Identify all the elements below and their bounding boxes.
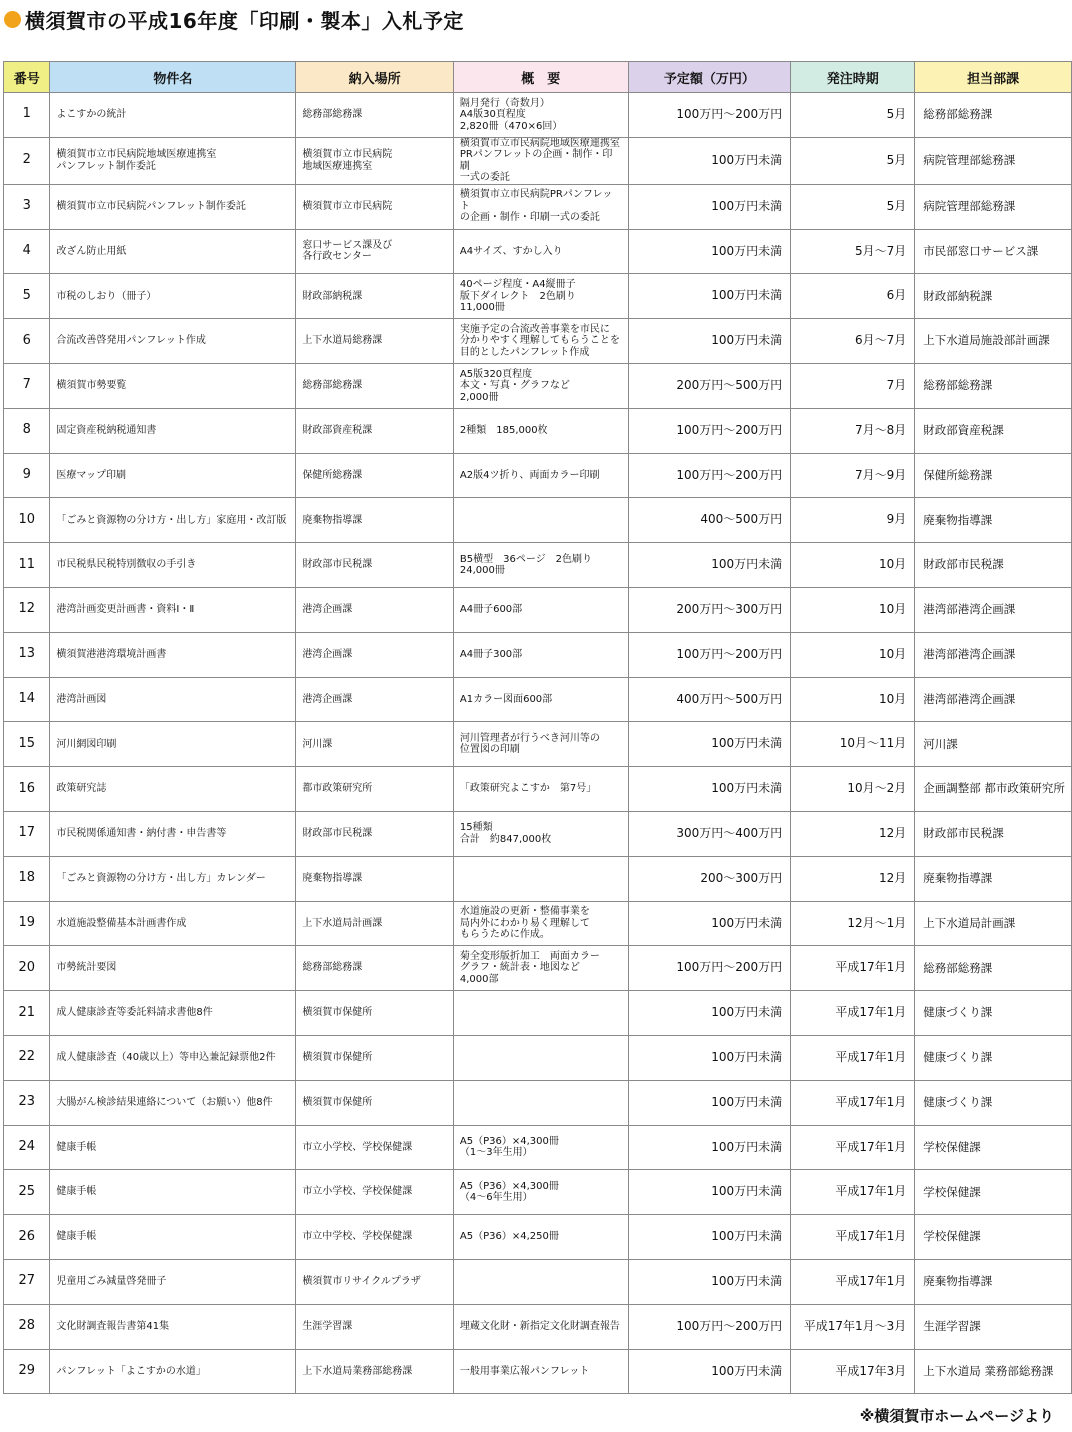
budget-cell: 100万円未満	[628, 184, 791, 229]
delivery-place-cell: 港湾企画課	[296, 677, 454, 722]
department-cell: 市民部窓口サービス課	[915, 229, 1072, 274]
row-number-cell: 26	[4, 1215, 50, 1260]
budget-cell: 100万円未満	[628, 1125, 791, 1170]
row-number-cell: 10	[4, 498, 50, 543]
item-name-cell: パンフレット「よこすかの水道」	[50, 1349, 296, 1394]
order-timing-cell: 10月～11月	[791, 722, 915, 767]
summary-cell: A5（P36）×4,250冊	[453, 1215, 628, 1260]
budget-cell: 100万円未満	[628, 1170, 791, 1215]
summary-cell: 水道施設の更新・整備事業を 局内外にわかり易く理解して もらうために作成。	[453, 901, 628, 946]
summary-cell: 埋蔵文化財・新指定文化財調査報告	[453, 1304, 628, 1349]
summary-cell	[453, 991, 628, 1036]
table-row	[4, 93, 1072, 138]
budget-cell: 100万円未満	[628, 901, 791, 946]
budget-cell: 100万円未満	[628, 274, 791, 319]
item-name-cell: 港湾計画変更計画書・資料Ⅰ・Ⅱ	[50, 587, 296, 632]
order-timing-cell: 平成17年1月	[791, 1170, 915, 1215]
order-timing-cell: 10月	[791, 543, 915, 588]
order-timing-cell: 平成17年1月	[791, 1215, 915, 1260]
department-cell: 学校保健課	[915, 1125, 1072, 1170]
item-name-cell: 港湾計画図	[50, 677, 296, 722]
row-number-cell: 5	[4, 274, 50, 319]
order-timing-cell: 12月	[791, 856, 915, 901]
budget-cell: 200万円～300万円	[628, 587, 791, 632]
row-number-cell: 19	[4, 901, 50, 946]
page-title-text: 横須賀市の平成16年度「印刷・製本」入札予定	[25, 8, 464, 33]
department-cell: 財政部市民税課	[915, 543, 1072, 588]
order-timing-cell: 平成17年1月	[791, 946, 915, 991]
row-number-cell: 2	[4, 137, 50, 184]
item-name-cell: 大腸がん検診結果連絡について（お願い）他8件	[50, 1080, 296, 1125]
order-timing-cell: 平成17年1月	[791, 1125, 915, 1170]
table-row	[4, 811, 1072, 856]
header-summary: 概 要	[453, 62, 628, 93]
budget-cell: 100万円未満	[628, 1215, 791, 1260]
summary-cell: A5版320頁程度 本文・写真・グラフなど 2,000冊	[453, 363, 628, 408]
header-number: 番号	[4, 62, 50, 93]
budget-cell: 100万円～200万円	[628, 632, 791, 677]
row-number-cell: 21	[4, 991, 50, 1036]
budget-cell: 100万円未満	[628, 1349, 791, 1394]
budget-cell: 100万円未満	[628, 137, 791, 184]
summary-cell: A4サイズ、すかし入り	[453, 229, 628, 274]
table-row	[4, 767, 1072, 812]
order-timing-cell: 平成17年1月	[791, 1259, 915, 1304]
item-name-cell: 健康手帳	[50, 1215, 296, 1260]
row-number-cell: 29	[4, 1349, 50, 1394]
table-row	[4, 274, 1072, 319]
delivery-place-cell: 横須賀市保健所	[296, 991, 454, 1036]
table-row	[4, 946, 1072, 991]
item-name-cell: 政策研究誌	[50, 767, 296, 812]
delivery-place-cell: 市立小学校、学校保健課	[296, 1170, 454, 1215]
summary-cell: B5横型 36ページ 2色刷り 24,000冊	[453, 543, 628, 588]
budget-cell: 100万円未満	[628, 229, 791, 274]
table-row	[4, 408, 1072, 453]
order-timing-cell: 平成17年1月	[791, 1080, 915, 1125]
summary-cell: 菊全変形版折加工 両面カラー グラフ・統計表・地図など 4,000部	[453, 946, 628, 991]
item-name-cell: 横須賀市立市民病院パンフレット制作委託	[50, 184, 296, 229]
budget-cell: 200万円～500万円	[628, 363, 791, 408]
table-row	[4, 543, 1072, 588]
department-cell: 企画調整部 都市政策研究所	[915, 767, 1072, 812]
order-timing-cell: 7月～8月	[791, 408, 915, 453]
department-cell: 総務部総務課	[915, 363, 1072, 408]
row-number-cell: 16	[4, 767, 50, 812]
summary-cell: 横須賀市立市民病院地域医療連携室 PRパンフレットの企画・制作・印刷 一式の委託	[453, 137, 628, 184]
department-cell: 財政部納税課	[915, 274, 1072, 319]
delivery-place-cell: 横須賀市保健所	[296, 1035, 454, 1080]
order-timing-cell: 7月	[791, 363, 915, 408]
delivery-place-cell: 上下水道局総務課	[296, 319, 454, 364]
item-name-cell: よこすかの統計	[50, 93, 296, 138]
summary-cell: 隔月発行（奇数月） A4版30頁程度 2,820冊（470×6回）	[453, 93, 628, 138]
row-number-cell: 12	[4, 587, 50, 632]
row-number-cell: 9	[4, 453, 50, 498]
budget-cell: 100万円未満	[628, 767, 791, 812]
source-note: ※横須賀市ホームページより	[859, 1407, 1054, 1425]
row-number-cell: 20	[4, 946, 50, 991]
item-name-cell: 成人健康診査等委託料請求書他8件	[50, 991, 296, 1036]
department-cell: 生涯学習課	[915, 1304, 1072, 1349]
table-row	[4, 632, 1072, 677]
budget-cell: 300万円～400万円	[628, 811, 791, 856]
table-row	[4, 1080, 1072, 1125]
budget-cell: 100万円～200万円	[628, 1304, 791, 1349]
row-number-cell: 18	[4, 856, 50, 901]
header-item-name: 物件名	[50, 62, 296, 93]
order-timing-cell: 平成17年1月～3月	[791, 1304, 915, 1349]
summary-cell: A5（P36）×4,300冊 （4～6年生用）	[453, 1170, 628, 1215]
delivery-place-cell: 港湾企画課	[296, 632, 454, 677]
department-cell: 河川課	[915, 722, 1072, 767]
row-number-cell: 25	[4, 1170, 50, 1215]
item-name-cell: 「ごみと資源物の分け方・出し方」カレンダー	[50, 856, 296, 901]
item-name-cell: 河川網図印刷	[50, 722, 296, 767]
budget-cell: 100万円～200万円	[628, 946, 791, 991]
delivery-place-cell: 廃棄物指導課	[296, 498, 454, 543]
page-title	[4, 4, 464, 34]
row-number-cell: 23	[4, 1080, 50, 1125]
table-row	[4, 1304, 1072, 1349]
summary-cell: 横須賀市立市民病院PRパンフレット の企画・制作・印刷一式の委託	[453, 184, 628, 229]
department-cell: 健康づくり課	[915, 1080, 1072, 1125]
table-row	[4, 229, 1072, 274]
summary-cell: 一般用事業広報パンフレット	[453, 1349, 628, 1394]
row-number-cell: 28	[4, 1304, 50, 1349]
row-number-cell: 1	[4, 93, 50, 138]
table-row	[4, 1170, 1072, 1215]
item-name-cell: 横須賀市立市民病院地域医療連携室 パンフレット制作委託	[50, 137, 296, 184]
department-cell: 病院管理部総務課	[915, 184, 1072, 229]
table-row	[4, 498, 1072, 543]
item-name-cell: 固定資産税納税通知書	[50, 408, 296, 453]
department-cell: 港湾部港湾企画課	[915, 587, 1072, 632]
summary-cell: 「政策研究よこすか 第7号」	[453, 767, 628, 812]
item-name-cell: 「ごみと資源物の分け方・出し方」家庭用・改訂版	[50, 498, 296, 543]
table-row	[4, 901, 1072, 946]
item-name-cell: 成人健康診査（40歳以上）等申込兼記録票他2件	[50, 1035, 296, 1080]
delivery-place-cell: 市立小学校、学校保健課	[296, 1125, 454, 1170]
department-cell: 財政部資産税課	[915, 408, 1072, 453]
budget-cell: 100万円～200万円	[628, 93, 791, 138]
delivery-place-cell: 港湾企画課	[296, 587, 454, 632]
department-cell: 学校保健課	[915, 1170, 1072, 1215]
item-name-cell: 合流改善啓発用パンフレット作成	[50, 319, 296, 364]
row-number-cell: 15	[4, 722, 50, 767]
order-timing-cell: 10月	[791, 677, 915, 722]
delivery-place-cell: 財政部市民税課	[296, 543, 454, 588]
delivery-place-cell: 市立中学校、学校保健課	[296, 1215, 454, 1260]
table-row	[4, 1035, 1072, 1080]
item-name-cell: 文化財調査報告書第41集	[50, 1304, 296, 1349]
delivery-place-cell: 都市政策研究所	[296, 767, 454, 812]
department-cell: 港湾部港湾企画課	[915, 632, 1072, 677]
department-cell: 健康づくり課	[915, 991, 1072, 1036]
item-name-cell: 改ざん防止用紙	[50, 229, 296, 274]
table-row	[4, 184, 1072, 229]
delivery-place-cell: 河川課	[296, 722, 454, 767]
order-timing-cell: 5月	[791, 93, 915, 138]
row-number-cell: 8	[4, 408, 50, 453]
department-cell: 財政部市民税課	[915, 811, 1072, 856]
summary-cell: A2版4ツ折り、両面カラー印刷	[453, 453, 628, 498]
delivery-place-cell: 財政部納税課	[296, 274, 454, 319]
summary-cell	[453, 1035, 628, 1080]
table-row	[4, 722, 1072, 767]
department-cell: 上下水道局計画課	[915, 901, 1072, 946]
summary-cell: 15種類 合計 約847,000枚	[453, 811, 628, 856]
item-name-cell: 水道施設整備基本計画書作成	[50, 901, 296, 946]
order-timing-cell: 平成17年1月	[791, 991, 915, 1036]
summary-cell: A5（P36）×4,300冊 （1～3年生用）	[453, 1125, 628, 1170]
delivery-place-cell: 横須賀市保健所	[296, 1080, 454, 1125]
item-name-cell: 児童用ごみ減量啓発冊子	[50, 1259, 296, 1304]
delivery-place-cell: 上下水道局計画課	[296, 901, 454, 946]
header-delivery-place: 納入場所	[296, 62, 454, 93]
budget-cell: 400万円～500万円	[628, 677, 791, 722]
department-cell: 廃棄物指導課	[915, 856, 1072, 901]
header-order-timing: 発注時期	[791, 62, 915, 93]
budget-cell: 100万円～200万円	[628, 453, 791, 498]
budget-cell: 100万円未満	[628, 543, 791, 588]
budget-cell: 100万円～200万円	[628, 408, 791, 453]
row-number-cell: 14	[4, 677, 50, 722]
row-number-cell: 17	[4, 811, 50, 856]
item-name-cell: 市民税関係通知書・納付書・申告書等	[50, 811, 296, 856]
row-number-cell: 6	[4, 319, 50, 364]
budget-cell: 100万円未満	[628, 1080, 791, 1125]
summary-cell: A1カラー図面600部	[453, 677, 628, 722]
department-cell: 総務部総務課	[915, 946, 1072, 991]
department-cell: 上下水道局 業務部総務課	[915, 1349, 1072, 1394]
item-name-cell: 横須賀港港湾環境計画書	[50, 632, 296, 677]
table-row	[4, 677, 1072, 722]
item-name-cell: 医療マップ印刷	[50, 453, 296, 498]
order-timing-cell: 5月	[791, 137, 915, 184]
budget-cell: 400～500万円	[628, 498, 791, 543]
order-timing-cell: 6月	[791, 274, 915, 319]
budget-cell: 200～300万円	[628, 856, 791, 901]
order-timing-cell: 5月	[791, 184, 915, 229]
department-cell: 廃棄物指導課	[915, 1259, 1072, 1304]
row-number-cell: 13	[4, 632, 50, 677]
table-row	[4, 319, 1072, 364]
budget-cell: 100万円未満	[628, 1259, 791, 1304]
delivery-place-cell: 窓口サービス課及び 各行政センター	[296, 229, 454, 274]
budget-cell: 100万円未満	[628, 319, 791, 364]
budget-cell: 100万円未満	[628, 722, 791, 767]
order-timing-cell: 12月	[791, 811, 915, 856]
delivery-place-cell: 横須賀市立市民病院 地域医療連携室	[296, 137, 454, 184]
department-cell: 健康づくり課	[915, 1035, 1072, 1080]
row-number-cell: 24	[4, 1125, 50, 1170]
row-number-cell: 4	[4, 229, 50, 274]
delivery-place-cell: 総務部総務課	[296, 93, 454, 138]
order-timing-cell: 6月～7月	[791, 319, 915, 364]
department-cell: 保健所総務課	[915, 453, 1072, 498]
table-row	[4, 856, 1072, 901]
item-name-cell: 健康手帳	[50, 1125, 296, 1170]
delivery-place-cell: 上下水道局業務部総務課	[296, 1349, 454, 1394]
delivery-place-cell: 横須賀市リサイクルプラザ	[296, 1259, 454, 1304]
table-header-row	[4, 62, 1072, 93]
item-name-cell: 市民税県民税特別徴収の手引き	[50, 543, 296, 588]
delivery-place-cell: 財政部市民税課	[296, 811, 454, 856]
department-cell: 上下水道局施設部計画課	[915, 319, 1072, 364]
row-number-cell: 3	[4, 184, 50, 229]
table-row	[4, 1215, 1072, 1260]
row-number-cell: 27	[4, 1259, 50, 1304]
delivery-place-cell: 生涯学習課	[296, 1304, 454, 1349]
summary-cell	[453, 1080, 628, 1125]
delivery-place-cell: 保健所総務課	[296, 453, 454, 498]
order-timing-cell: 12月～1月	[791, 901, 915, 946]
delivery-place-cell: 横須賀市立市民病院	[296, 184, 454, 229]
order-timing-cell: 10月	[791, 587, 915, 632]
table-row	[4, 1259, 1072, 1304]
summary-cell	[453, 856, 628, 901]
order-timing-cell: 平成17年1月	[791, 1035, 915, 1080]
order-timing-cell: 7月～9月	[791, 453, 915, 498]
order-timing-cell: 9月	[791, 498, 915, 543]
summary-cell: A4冊子600部	[453, 587, 628, 632]
bullet-dot-icon	[4, 11, 21, 28]
table-row	[4, 137, 1072, 184]
department-cell: 廃棄物指導課	[915, 498, 1072, 543]
delivery-place-cell: 財政部資産税課	[296, 408, 454, 453]
department-cell: 港湾部港湾企画課	[915, 677, 1072, 722]
table-row	[4, 363, 1072, 408]
summary-cell	[453, 498, 628, 543]
summary-cell: 河川管理者が行うべき河川等の 位置図の印刷	[453, 722, 628, 767]
table-row	[4, 1125, 1072, 1170]
item-name-cell: 健康手帳	[50, 1170, 296, 1215]
budget-cell: 100万円未満	[628, 1035, 791, 1080]
item-name-cell: 市勢統計要図	[50, 946, 296, 991]
order-timing-cell: 5月～7月	[791, 229, 915, 274]
item-name-cell: 横須賀市勢要覧	[50, 363, 296, 408]
summary-cell: 40ページ程度・A4縦冊子 版下ダイレクト 2色刷り 11,000冊	[453, 274, 628, 319]
summary-cell: A4冊子300部	[453, 632, 628, 677]
table-row	[4, 1349, 1072, 1394]
department-cell: 病院管理部総務課	[915, 137, 1072, 184]
row-number-cell: 11	[4, 543, 50, 588]
table-row	[4, 453, 1072, 498]
table-row	[4, 587, 1072, 632]
department-cell: 総務部総務課	[915, 93, 1072, 138]
summary-cell: 実施予定の合流改善事業を市民に 分かりやすく理解してもらうことを 目的としたパンフレット作成	[453, 319, 628, 364]
order-timing-cell: 平成17年3月	[791, 1349, 915, 1394]
order-timing-cell: 10月～2月	[791, 767, 915, 812]
order-timing-cell: 10月	[791, 632, 915, 677]
header-department: 担当部課	[915, 62, 1072, 93]
item-name-cell: 市税のしおり（冊子）	[50, 274, 296, 319]
delivery-place-cell: 総務部総務課	[296, 363, 454, 408]
budget-cell: 100万円未満	[628, 991, 791, 1036]
department-cell: 学校保健課	[915, 1215, 1072, 1260]
delivery-place-cell: 廃棄物指導課	[296, 856, 454, 901]
row-number-cell: 22	[4, 1035, 50, 1080]
summary-cell	[453, 1259, 628, 1304]
bid-schedule-table	[3, 61, 1072, 1394]
delivery-place-cell: 総務部総務課	[296, 946, 454, 991]
summary-cell: 2種類 185,000枚	[453, 408, 628, 453]
table-row	[4, 991, 1072, 1036]
row-number-cell: 7	[4, 363, 50, 408]
header-budget: 予定額（万円）	[628, 62, 791, 93]
